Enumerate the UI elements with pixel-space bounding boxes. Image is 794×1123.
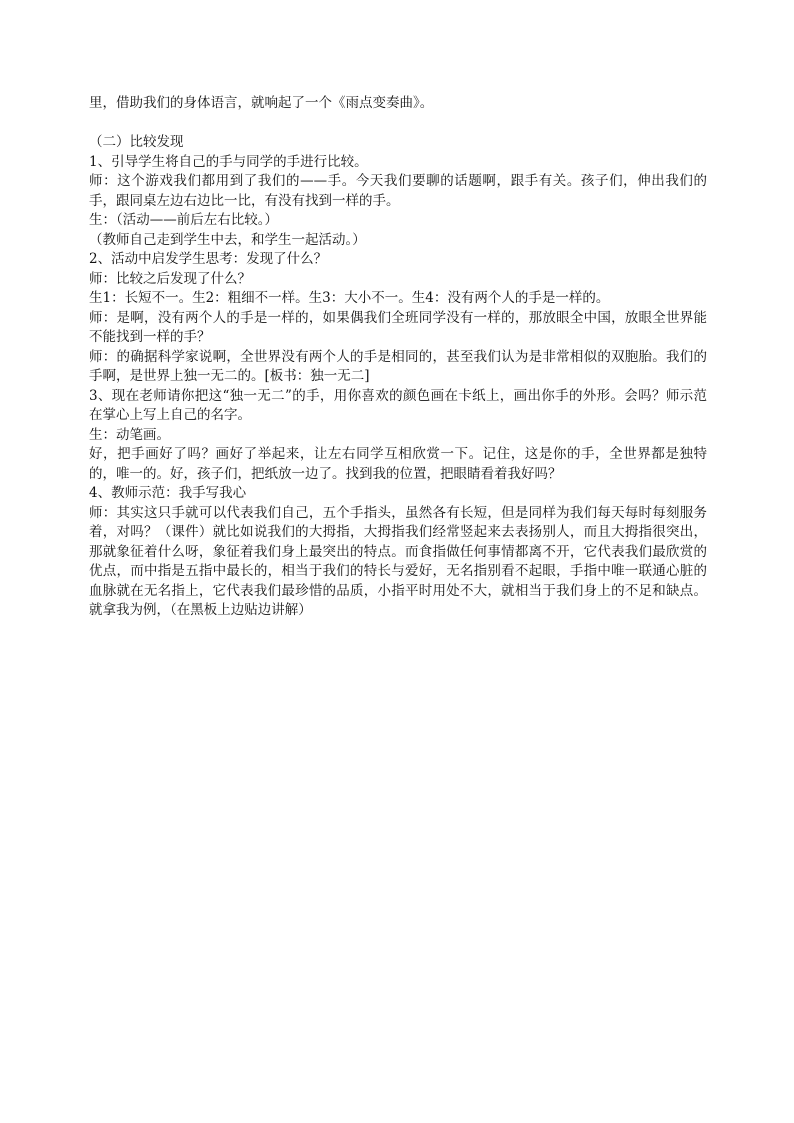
paragraph-student-activity: 生：（活动——前后左右比较。） xyxy=(89,212,278,228)
document-body xyxy=(89,94,707,621)
step-heading-3: 3、现在老师请你把这“独一无二”的手，用你喜欢的颜色画在卡纸上，画出你手的外形。会吗？师示范 在掌心上写上自己的名字。 xyxy=(89,387,707,423)
paragraph-teacher-question: 师：比较之后发现了什么？ xyxy=(89,270,251,287)
paragraph-student-answers: 生1：长短不一。生2：粗细不一样。生3：大小不一。生4：没有两个人的手是一样的。 xyxy=(89,290,610,306)
paragraph-teacher-note: （教师自己走到学生中去，和学生一起活动。） xyxy=(89,231,366,248)
blank-line xyxy=(89,114,707,134)
paragraph-teacher-fingers: 师：其实这只手就可以代表我们自己，五个手指头，虽然各有长短，但是同样为我们每天每时每刻服务着，对吗？（课件）就比如说我们的大拇指，大拇指我们经常竖起来去表扬别人，而且大拇指很突出，那就象征着什么呀，象征着我们身上最突出的特点。而食指做任何事情都离不开，它代表我们最欣赏的优点，而中指是五指中最长的，相当于我们的特长与爱好，无名指别看不起眼，手指中唯一联通心脏的血脉就在无名指上，它代表我们最珍惜的品质，小指平时用处不大，就相当于我们身上的不足和缺点。就拿我为例，（在黑板上边贴边讲解） xyxy=(89,504,707,618)
step-heading-4: 4、教师示范：我手写我心 xyxy=(89,485,247,501)
step-heading-1: 1、引导学生将自己的手与同学的手进行比较。 xyxy=(89,153,368,170)
paragraph-teacher-science: 师：的确据科学家说啊，全世界没有两个人的手是相同的，甚至我们认为是非常相似的双胞胎。我们的手啊，是世界上独一无二的。[板书：独一无二] xyxy=(89,348,707,384)
paragraph-student-draw: 生：动笔画。 xyxy=(89,426,170,443)
step-heading-2: 2、活动中启发学生思考：发现了什么？ xyxy=(89,251,328,267)
paragraph-continuation: 里，借助我们的身体语言，就响起了一个《雨点变奏曲》。 xyxy=(89,95,434,111)
section-heading: （二）比较发现 xyxy=(89,134,184,150)
paragraph-teacher-appreciate: 好，把手画好了吗？画好了举起来，让左右同学互相欣赏一下。记住，这是你的手，全世界都是独特的，唯一的。好，孩子们，把纸放一边了。找到我的位置，把眼睛看着我好吗？ xyxy=(89,446,707,482)
paragraph-teacher-intro: 师：这个游戏我们都用到了我们的——手。今天我们要聊的话题啊，跟手有关。孩子们，伸出我们的手，跟同桌左边右边比一比，有没有找到一样的手。 xyxy=(89,173,707,209)
paragraph-teacher-response: 师：是啊，没有两个人的手是一样的，如果偶我们全班同学没有一样的，那放眼全中国，放眼全世界能不能找到一样的手？ xyxy=(89,309,707,345)
